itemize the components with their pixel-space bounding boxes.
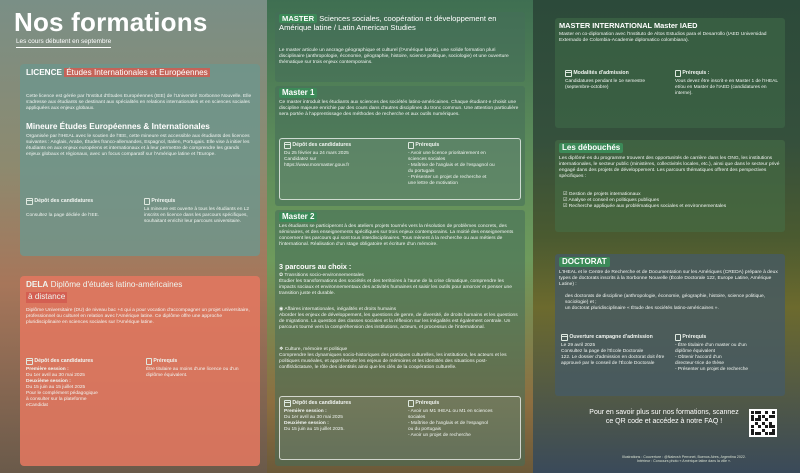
iaed-body: Master en co-diplomation avec l'Instituto de Altos Estudios para el Desarrollo (IAED Universidad Externado de Colombia-Academie diplomatico colombiana). (559, 32, 767, 44)
dela-depot-line: eCandidat (26, 402, 48, 408)
iaed-panel (555, 18, 785, 128)
minor-heading: Mineure Études Européennes & Internationales (26, 122, 210, 131)
doctorat-ouverture-line: Le 29 avril 2025 (561, 343, 596, 348)
iaed-heading: MASTER INTERNATIONAL Master IAED (559, 21, 698, 30)
doctorat-prereq-line: - Être titulaire d'un master ou d'un (675, 343, 747, 348)
dela-heading-bold: DELA (26, 280, 49, 289)
parcours-body: Étudier les transformations des sociétés et des territoires à l'aune de la crise climatique, comprendre les impacts sociaux et environnementaux des activités humaines et saisir les outils pour amorcer et penser une transition juste et durable. (279, 279, 512, 297)
list-item: un doctorat pluridisciplinaire « Étude des sociétés latino-américaines ». (565, 306, 719, 312)
doctorat-prereq-line: - Obtenir l'accord d'un (675, 354, 722, 360)
licence-depot-heading: Dépôt des candidatures (34, 198, 94, 204)
m1-prereq (408, 142, 518, 187)
doctorat-prereq-line: diplôme équivalent (675, 348, 716, 354)
dela-depot-line: Du 15 juin au 15 juillet 2025 (26, 384, 86, 390)
m1-depot-line: Candidatez sur (284, 156, 317, 162)
checkbox-icon: ☑ (563, 192, 568, 197)
document-icon (408, 400, 414, 407)
document-icon (408, 142, 414, 149)
m2-depot (284, 400, 394, 433)
licence-prereq-body: La mineure est ouverte à tous les étudiants en L2 inscrits en licence dans les parcours spécifiques, souhaitant enrichir leur parcours universitaire. (144, 207, 250, 224)
mask-icon: ❖ (279, 347, 284, 352)
master-intro-panel (275, 12, 525, 82)
dela-prereq (146, 358, 254, 379)
master-tag: MASTER (279, 14, 317, 23)
iaed-modalites-heading: Modalités d'admission (573, 70, 629, 76)
calendar-icon (284, 142, 291, 149)
doctorat-ouverture-line: 122. Le dossier d'admission en doctorat doit être approuvé par le conseil de l'École Doctorale (561, 354, 665, 366)
doctorat-prereq-heading: Prérequis (682, 334, 707, 340)
calendar-icon (284, 400, 291, 407)
m2-tag: Master 2 (279, 212, 317, 222)
m1-prereq-heading: Prérequis (415, 142, 440, 148)
master-body: Le master articule un ancrage géographique et culturel (l'Amérique latine), une solide formation pluri disciplinaire (anthropologie, économie, géographie, histoire, science politique, sociologie) et une ouverture thématique sur trois enjeux contemporains. (279, 48, 509, 66)
debouches-list (563, 192, 781, 210)
dela-heading-highlight: à distance (28, 292, 66, 302)
debouches-item-label: Recherche appliquée aux problématiques sociales et environnementales (568, 204, 727, 210)
iaed-prereq (675, 70, 779, 97)
licence-heading-rest: Études Internationales et Européennes (66, 68, 208, 77)
m2-info-box (279, 396, 521, 460)
page-title: Nos formations (14, 7, 208, 37)
debouches-item-label: Gestion de projets internationaux (568, 192, 641, 197)
m1-prereq-line: - Avoir une licence prioritairement en (408, 151, 486, 156)
list-item: des doctorats de discipline (anthropologie, économie, géographie, histoire, science politique, sociologie) et ; (565, 294, 766, 306)
calendar-icon (565, 70, 572, 77)
m2-heading (279, 212, 317, 222)
m2-body: Les étudiants se participeront à des ateliers projets tournés vers la résolution de problèmes concrets, des séminaires, et des enseignements spécifiques sur trois enjeux contemporains. La moitié des enseignements concernent les parcours qui sont tous interdisciplinaires. Tous mènent à la recherche ou aux métiers de l'international. Réalisation d'un stage obligatoire et écriture d'un mémoire. (279, 224, 514, 248)
doctorat-heading (559, 257, 610, 267)
calendar-icon (26, 198, 33, 205)
parcours-title: Affaires internationales, inégalités et droits humains (284, 307, 397, 312)
checkbox-icon: ☑ (563, 204, 568, 210)
parcours-heading: 3 parcours au choix : (279, 262, 352, 271)
licence-heading (26, 68, 254, 78)
iaed-prereq-body: Vous devez être inscrit·e en Master 1 de l'IHEAL et/ou en Master de l'IAED (candidatures en interne). (675, 79, 778, 96)
m1-prereq-line: - Maîtrise de l'anglais et de l'espagnol ou (408, 162, 495, 168)
licence-prereq (144, 198, 254, 225)
m1-tag: Master 1 (279, 88, 317, 98)
licence-depot-body: Consultez la page dédiée de l'IEE. (26, 213, 100, 218)
credit-line: Illustrations : Couverture : @Nalecsh Perronet, Buenos Aires, Argentina 2022. (622, 455, 746, 459)
credit-line: Intérieur : Concours photo « Amérique latine dans la ville ». (636, 459, 732, 464)
m2-depot-line: Deuxième session : (284, 420, 329, 426)
m1-prereq-line: sciences sociales (408, 156, 446, 162)
m2-depot-line: Du 1er avril au 30 mai 2025 (284, 414, 343, 420)
calendar-icon (26, 358, 33, 365)
m2-depot-line: Du 15 juin au 15 juillet 2025. (284, 426, 345, 432)
parcours-title: Culture, mémoire et politique (284, 347, 348, 352)
dela-depot-heading: Dépôt des candidatures (34, 358, 94, 364)
document-icon (146, 358, 152, 365)
m1-prereq-line: du portugais (408, 168, 435, 174)
dela-body: Diplôme Universitaire (DU) de niveau bac +4 qui a pour vocation d'accompagner un projet universitaire, professionnel ou culturel en relation avec l'Amérique latine. Ce diplôme offre une approche pluridisciplinaire en sciences sociales sur l'Amérique latine. (26, 308, 250, 326)
doctorat-panel (555, 254, 785, 396)
licence-prereq-heading: Prérequis (151, 198, 176, 204)
middle-column (267, 0, 533, 473)
master2-panel (275, 210, 525, 466)
dela-heading (26, 280, 254, 303)
page-subtitle: Les cours débutent en septembre (16, 38, 111, 48)
doctorat-tag: DOCTORAT (559, 257, 610, 267)
m2-prereq-line: ou du portugais (408, 426, 442, 432)
dela-heading-rest: Diplôme d'études latino-américaines (50, 280, 183, 289)
parcours-item (279, 307, 521, 332)
licence-heading-bold: LICENCE (26, 68, 62, 77)
m2-prereq (408, 400, 518, 439)
checkbox-icon: ☑ (563, 198, 568, 204)
iaed-modalites-body: Candidatures pendant le 1e semestre (septembre-octobre) (565, 79, 645, 90)
globe-icon: ◉ (279, 307, 284, 312)
m1-info-box (279, 138, 521, 200)
list-item (563, 204, 781, 210)
m2-prereq-line: - Avoir un M1 IHEAL ou M1 en sciences (408, 409, 493, 414)
qr-code[interactable] (749, 409, 777, 437)
document-icon (675, 70, 681, 77)
document-icon (144, 198, 150, 205)
doctorat-list (565, 294, 781, 312)
minor-body: Organisée par l'IHEAL avec le soutien de l'IEE, cette mineure est accessible aux étudiants des licences suivantes : Anglais, Arabe, Études franco-allemandes, Espagnol, Italien, Portugais. Elle vise à initier les étudiants en aux enjeux européens et internationaux et à leur permettre de comprendre les grands enjeux globaux et régionaux, avec un focus comparatif sur l'Amérique latine et l'Europe. (26, 134, 250, 158)
doctorat-body: L'IHEAL et le Centre de Recherche et de Documentation sur les Amériques (CREDA) prépare à deux types de doctorats inscrits à la Sorbonne Nouvelle (École Doctorale 122, Europe Latine, Amérique Latine) : (559, 270, 778, 288)
parcours-item (279, 347, 521, 372)
iaed-prereq-heading: Prérequis : (682, 70, 710, 76)
m1-prereq-line: une lettre de motivation (408, 180, 458, 186)
dela-depot (26, 358, 136, 409)
dela-depot-line: Deuxième session : (26, 378, 71, 384)
doctorat-ouverture (561, 334, 669, 367)
parcours-body: Aborder les enjeux de développement, les questions de genre, de diversité, de droits humains et les questions de migrations. La question des classes sociales et la réflexion sur les inégalités est également centrale. Un parcours tourné vers la compréhension des institutions, acteurs, et processus de l'international. (279, 313, 518, 331)
dela-depot-line: Première session : (26, 367, 69, 372)
doctorat-ouverture-line: Consultez la page de l'École Doctorale (561, 348, 644, 354)
master-heading-rest: Sciences sociales, coopération et développement en Amérique latine / Latin American Studies (279, 14, 497, 33)
m1-depot-link[interactable]: https://www.monmaster.gouv.fr (284, 162, 350, 168)
doctorat-ouverture-heading: Ouverture campagne d'admission (569, 334, 653, 340)
m2-prereq-line: - Maîtrise de l'anglais et de l'espagnol (408, 420, 488, 426)
m1-prereq-line: - Présenter un projet de recherche et (408, 174, 487, 180)
faq-cta: Pour en savoir plus sur nos formations, scannez ce QR code et accédez à notre FAQ ! (589, 409, 739, 426)
dela-depot-line: Pour le complément pédagogique (26, 390, 98, 396)
dela-depot-line: Du 1er avril au 30 mai 2025 (26, 372, 85, 378)
m1-body: Ce master introduit les étudiants aux sciences des sociétés latino-américaines. Chaque étudiant·e choisit une discipline majeure enrichie par des cours dans d'autres disciplines du tronc commun. Une attention particulière sera portée à l'apprentissage des méthodes de recherche et aux outils numériques. (279, 100, 519, 118)
master-heading (279, 14, 521, 33)
debouches-body: Les diplômé·es du programme trouvent des opportunités de carrière dans les ONG, les institutions internationales, le secteur public (ministères, collectivités locales, etc.), ainsi que dans le secteur privé engagé dans des projets de développement. Les parcours thématiques offrent des perspectives spécifiques : (559, 156, 780, 180)
debouches-tag: Les débouchés (559, 143, 623, 153)
parcours-body: Comprendre les dynamiques socio-historiques des pratiques culturelles, les institutions, les acteurs et les politiques muséales, et appréhender les enjeux de mémoires et les identités des situations post-conflit/dictature, le rôle des identités ainsi que les clés de la coopération culturelle. (279, 353, 507, 371)
doctorat-prereq (675, 334, 779, 373)
leaf-icon: ✿ (279, 273, 284, 278)
m2-prereq-heading: Prérequis (415, 400, 440, 406)
master1-panel (275, 86, 525, 206)
doctorat-prereq-line: - Présenter un projet de recherche (675, 366, 749, 372)
licence-panel (20, 64, 260, 256)
calendar-icon (561, 334, 568, 341)
debouches-item-label: Analyse et conseil en politiques publiques (568, 198, 660, 204)
m2-prereq-line: sociales (408, 414, 426, 420)
debouches-heading (559, 143, 623, 153)
dela-depot-line: à consulter sur la plateforme (26, 396, 87, 402)
parcours-title: Transitions socio-environnementales (284, 273, 364, 278)
m2-depot-heading: Dépôt des candidatures (292, 400, 352, 406)
m2-depot-line: Première session : (284, 409, 327, 414)
document-icon (675, 334, 681, 341)
right-column (533, 0, 800, 473)
m2-prereq-line: - Avoir un projet de recherche (408, 432, 471, 438)
iaed-modalites (565, 70, 665, 91)
licence-body: Cette licence est gérée par l'Institut d'Études Européennes (IEE) de l'Université Sorbonne Nouvelle. Elle s'adresse aux étudiants se destinant aux spécialités en relations internationales et en sciences sociales appliquées aux enjeux globaux. (26, 94, 252, 112)
m1-depot-heading: Dépôt des candidatures (292, 142, 352, 148)
left-column (0, 0, 267, 473)
photo-credits (589, 455, 779, 464)
m1-depot (284, 142, 394, 169)
m1-depot-line: Du 25 février au 24 mars 2025 (284, 151, 349, 156)
m1-heading (279, 88, 317, 98)
parcours-item (279, 273, 521, 298)
dela-prereq-heading: Prérequis (153, 358, 178, 364)
debouches-panel (555, 140, 785, 232)
doctorat-prereq-line: directeur·trice de thèse (675, 360, 725, 366)
licence-depot (26, 198, 134, 219)
dela-panel (20, 276, 260, 466)
dela-prereq-body: Être titulaire au moins d'une licence ou d'un diplôme équivalent. (146, 367, 239, 378)
